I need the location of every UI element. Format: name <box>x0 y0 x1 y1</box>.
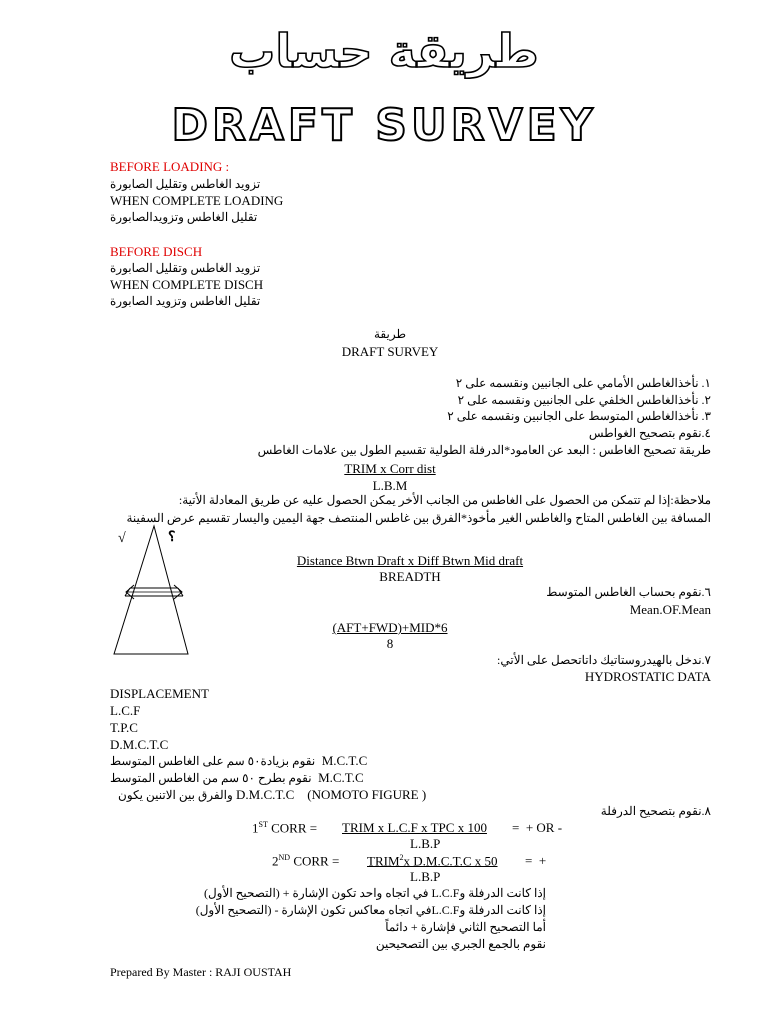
before-disch-ar1: تزويد الغاطس وتقليل الصابورة <box>110 261 261 275</box>
corr1-tail: = + OR - <box>512 820 563 835</box>
step-6-ar: ٦.نقوم بحساب الغاطس المتوسط <box>546 585 711 599</box>
note-2: المسافة بين الغاطس المتاح والغاطس الغير مأخوذ*الفرق بين غاطس المنتصف جهة اليمين واليسار تقسيم عرض السفينة <box>126 511 711 525</box>
when-complete-loading: WHEN COMPLETE LOADING <box>110 193 284 208</box>
mctc-line-2: نقوم بطرح ٥٠ سم من الغاطس المتوسط M.C.T.C <box>110 770 364 785</box>
method-en: DRAFT SURVEY <box>341 344 439 359</box>
correction-note: طريقة تصحيح الغاطس : البعد عن العامود*الدرفلة الطولية تقسيم الطول بين علامات الغاطس <box>257 443 711 457</box>
hydro-dmctc: D.M.C.T.C <box>110 737 169 752</box>
hydro-displacement: DISPLACEMENT <box>110 686 209 701</box>
rule-4: نقوم بالجمع الجبري بين التصحيحين <box>375 937 546 951</box>
corr2-label: 2ND CORR = <box>272 853 340 869</box>
footer-prepared-by: Prepared By Master : RAJI OUSTAH <box>110 965 292 979</box>
before-loading-heading: BEFORE LOADING : <box>110 159 230 174</box>
question-mark: ؟ <box>168 530 176 545</box>
formula3-denominator: 8 <box>386 636 394 651</box>
step-7-en: HYDROSTATIC DATA <box>584 669 711 684</box>
complete-disch-ar2: تقليل الغاطس وتزويد الصابورة <box>110 294 261 308</box>
step-4: ٤.نقوم بتصحيح الغواطس <box>588 426 711 440</box>
corr2-tail: = + <box>525 853 547 868</box>
arabic-title: طريقة حساب <box>229 24 539 78</box>
before-loading-ar1: تزويد الغاطس وتقليل الصابورة <box>110 177 261 191</box>
method-ar: طريقة <box>373 327 406 341</box>
corr2-denominator: L.B.P <box>410 869 441 884</box>
when-complete-disch: WHEN COMPLETE DISCH <box>110 277 264 292</box>
corr1-denominator: L.B.P <box>410 836 441 851</box>
complete-loading-ar2: تقليل الغاطس وتزويدالصابورة <box>110 210 258 224</box>
formula3-numerator: (AFT+FWD)+MID*6 <box>332 620 448 635</box>
before-disch-heading: BEFORE DISCH <box>110 244 203 259</box>
check-mark: √ <box>118 531 126 546</box>
corr2-numerator: TRIM$^2$x D.M.C.T.C x 50 <box>367 853 498 869</box>
trapezoid-diagram <box>108 524 200 658</box>
step-1: ١. نأخذالغاطس الأمامي على الجانبين ونقسمه على ٢ <box>455 376 711 390</box>
mctc-line-3: والفرق بين الاتنين يكون D.M.C.T.C (NOMOTO FIGURE ) <box>118 787 427 802</box>
rule-1: إذا كانت الدرفلة وL.C.F في اتجاه واحد تكون الإشارة + (التصحيح الأول) <box>203 886 546 900</box>
rule-3: أما التصحيح الثاني فإشارة + دائماً <box>385 920 546 934</box>
hydro-tpc: T.P.C <box>110 720 138 735</box>
step-3: ٣. نأخذالغاطس المتوسط على الجانبين ونقسمه على ٢ <box>447 409 711 423</box>
step-6-en: Mean.OF.Mean <box>629 602 711 617</box>
formula2-numerator: Distance Btwn Draft x Diff Btwn Mid draft <box>296 553 524 568</box>
corr1-label: 1ST CORR = <box>252 820 318 836</box>
hydro-lcf: L.C.F <box>110 703 141 718</box>
step-7-ar: ٧.ندخل بالهيدروستاتيك داتاتحصل على الأتي: <box>497 653 711 667</box>
mctc-line-1: نقوم بزيادة٥٠ سم على الغاطس المتوسط M.C.T.C <box>110 753 368 768</box>
formula1-numerator: TRIM x Corr dist <box>344 461 436 476</box>
formula2-denominator: BREADTH <box>379 569 441 584</box>
step-2: ٢. نأخذالغاطس الخلفي على الجانبين ونقسمه على ٢ <box>457 393 711 407</box>
english-title: DRAFT SURVEY <box>171 100 597 151</box>
note-1: ملاحظة:إذا لم تتمكن من الحصول على الغاطس من الجانب الأخر يمكن الحصول عليه عن طريق المعادلة الأتية: <box>178 493 711 507</box>
corr1-numerator: TRIM x L.C.F x TPC x 100 <box>342 820 487 835</box>
formula1-denominator: L.B.M <box>372 478 408 493</box>
rule-2: إذا كانت الدرفلة وL.C.Fفي اتجاه معاكس تكون الإشارة - (التصحيح الأول) <box>195 903 546 917</box>
step-8: ٨.نقوم بتصحيح الدرفلة <box>600 804 711 818</box>
